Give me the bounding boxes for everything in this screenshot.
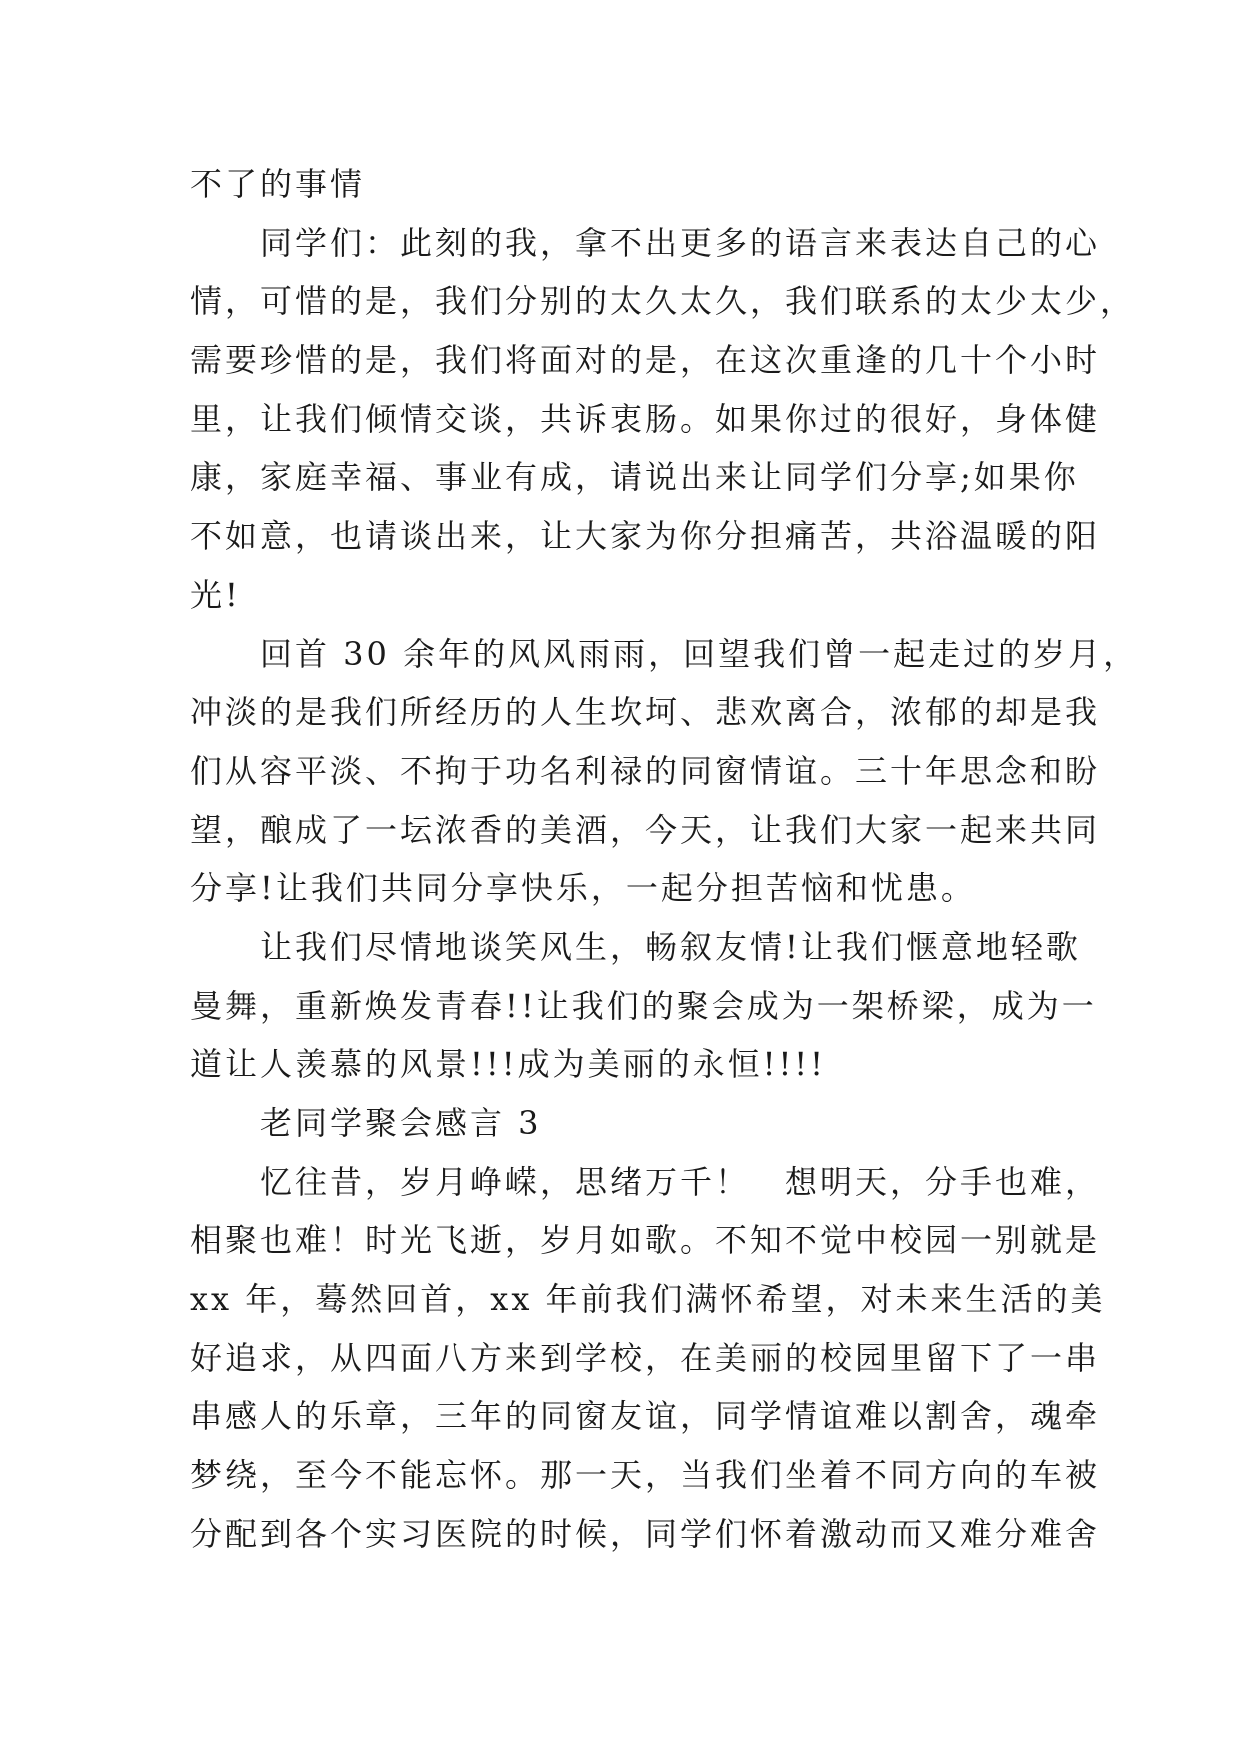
text-line: 情，可惜的是，我们分别的太久太久，我们联系的太少太少， [190,282,1136,321]
text-line: 们从容平淡、不拘于功名利禄的同窗情谊。三十年思念和盼 [190,751,1101,790]
paragraph-start: 忆往昔，岁月峥嵘，思绪万千！ 想明天，分手也难， [260,1162,1101,1201]
text-line: 相聚也难！时光飞逝，岁月如歌。不知不觉中校园一别就是 [190,1221,1101,1260]
text-line: 康，家庭幸福、事业有成，请说出来让同学们分享;如果你 [190,458,1079,497]
paragraph-start: 让我们尽情地谈笑风生，畅叙友情!让我们惬意地轻歌 [260,927,1081,966]
text-line: 光! [190,575,241,614]
text-line: 曼舞，重新焕发青春!!让我们的聚会成为一架桥梁，成为一 [190,986,1097,1025]
text-line: 冲淡的是我们所经历的人生坎坷、悲欢离合，浓郁的却是我 [190,693,1101,732]
text-line: 里，让我们倾情交谈，共诉衷肠。如果你过的很好，身体健 [190,399,1101,438]
text-line: xx 年，蓦然回首，xx 年前我们满怀希望，对未来生活的美 [190,1280,1106,1319]
text-line: 望，酿成了一坛浓香的美酒，今天，让我们大家一起来共同 [190,810,1101,849]
text-line: 道让人羡慕的风景!!!成为美丽的永恒!!!! [190,1045,827,1084]
section-heading: 老同学聚会感言 3 [260,1104,542,1142]
body-text [190,155,1139,1564]
text-line: 好追求，从四面八方来到学校，在美丽的校园里留下了一串 [190,1338,1101,1377]
paragraph-start: 同学们：此刻的我，拿不出更多的语言来表达自己的心 [260,223,1101,262]
paragraph-start: 回首 30 余年的风风雨雨，回望我们曾一起走过的岁月， [260,634,1139,673]
text-line: 梦绕，至今不能忘怀。那一天，当我们坐着不同方向的车被 [190,1456,1101,1495]
text-line: 不了的事情 [190,165,366,203]
text-line: 分享!让我们共同分享快乐，一起分担苦恼和忧患。 [190,869,976,908]
text-line: 需要珍惜的是，我们将面对的是，在这次重逢的几十个小时 [190,341,1101,380]
text-line: 串感人的乐章，三年的同窗友谊，同学情谊难以割舍，魂牵 [190,1397,1101,1436]
text-line: 分配到各个实习医院的时候，同学们怀着激动而又难分难舍 [190,1514,1101,1553]
text-line: 不如意，也请谈出来，让大家为你分担痛苦，共浴温暖的阳 [190,517,1101,556]
